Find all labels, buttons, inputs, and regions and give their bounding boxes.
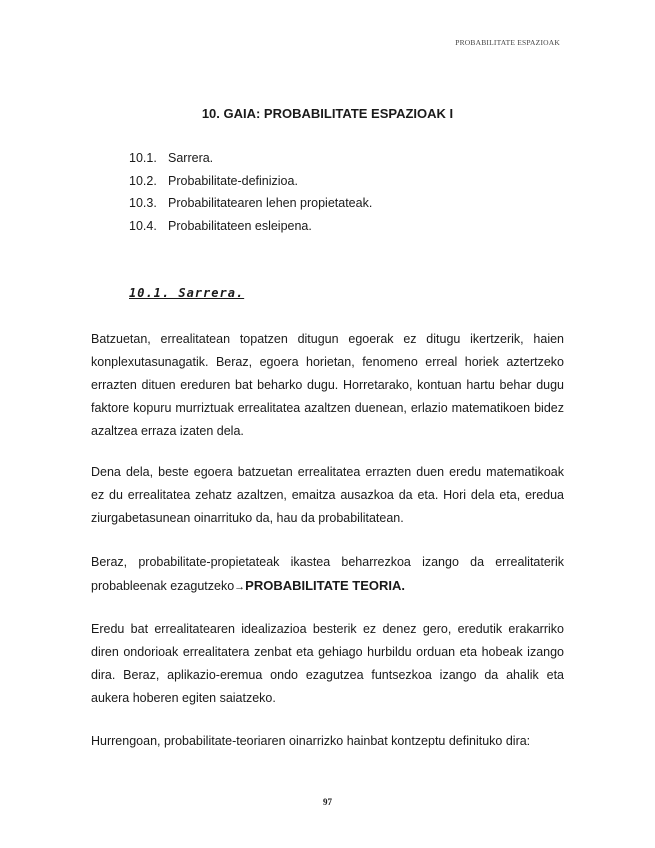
body-paragraph: Eredu bat errealitatearen idealizazioa besterik ez denez gero, eredutik erakarriko diren ondorioak errealitatera zenbat eta gehiago hurbildu orduan eta hobeak izango dira. Beraz, aplikazio-eremua ondo ezagutzea funtsezkoa izango da ahalik eta aukera hoberen egiten saiatzeko. (91, 622, 564, 705)
page-number: 97 (323, 797, 332, 807)
body-paragraph (91, 551, 564, 599)
body-paragraph: Batzuetan, errealitatean topatzen ditugun egoerak ez ditugu ikertzerik, haien konplexutasunagatik. Beraz, egoera horietan, fenomeno erreal horiek aztertzeko errazten dituen ereduren bat beharko dugu. Horretarako, kontuan hartu behar dugu faktore kopuru murriztuak errealitatea azaltzen duenean, erlazio matematikoen bidez azaltzea erraza izaten dela. (91, 332, 564, 438)
toc-item-label: Probabilitate-definizioa. (168, 173, 298, 188)
section-heading: 10.1. Sarrera. (129, 286, 245, 300)
chapter-title: 10. GAIA: PROBABILITATE ESPAZIOAK I (201, 106, 454, 121)
toc-item-number: 10.3. (129, 196, 157, 210)
emphasis-text: PROBABILITATE TEORIA. (245, 578, 406, 593)
toc-item-number: 10.2. (129, 173, 157, 188)
table-of-contents (129, 150, 372, 240)
running-head: PROBABILITATE ESPAZIOAK (455, 38, 560, 47)
toc-item (129, 173, 372, 196)
toc-item (129, 218, 372, 241)
toc-item-number: 10.4. (129, 218, 157, 233)
toc-item-label: Probabilitateen esleipena. (168, 218, 312, 233)
toc-item-label: Probabilitatearen lehen propietateak. (168, 196, 373, 210)
paragraph-text: Beraz, probabilitate-propietateak ikastea beharrezkoa izango da errealitaterik probableenak ezagutzeko (91, 555, 564, 593)
body-paragraph: Dena dela, beste egoera batzuetan errealitatea errazten duen eredu matematikoak ez du errealitatea zehatz azaltzen, emaitza ausazkoa da eta. Hori dela eta, eredua ziurgabetasunean oinarrituko da, hau da probabilitatean. (91, 465, 564, 525)
toc-item (129, 150, 372, 173)
toc-item-label: Sarrera. (168, 151, 214, 165)
toc-item (129, 195, 372, 218)
body-paragraph: Hurrengoan, probabilitate-teoriaren oinarrizko hainbat kontzeptu definituko dira: (91, 734, 531, 748)
right-arrow-icon: → (234, 581, 246, 593)
toc-item-number: 10.1. (129, 151, 157, 165)
